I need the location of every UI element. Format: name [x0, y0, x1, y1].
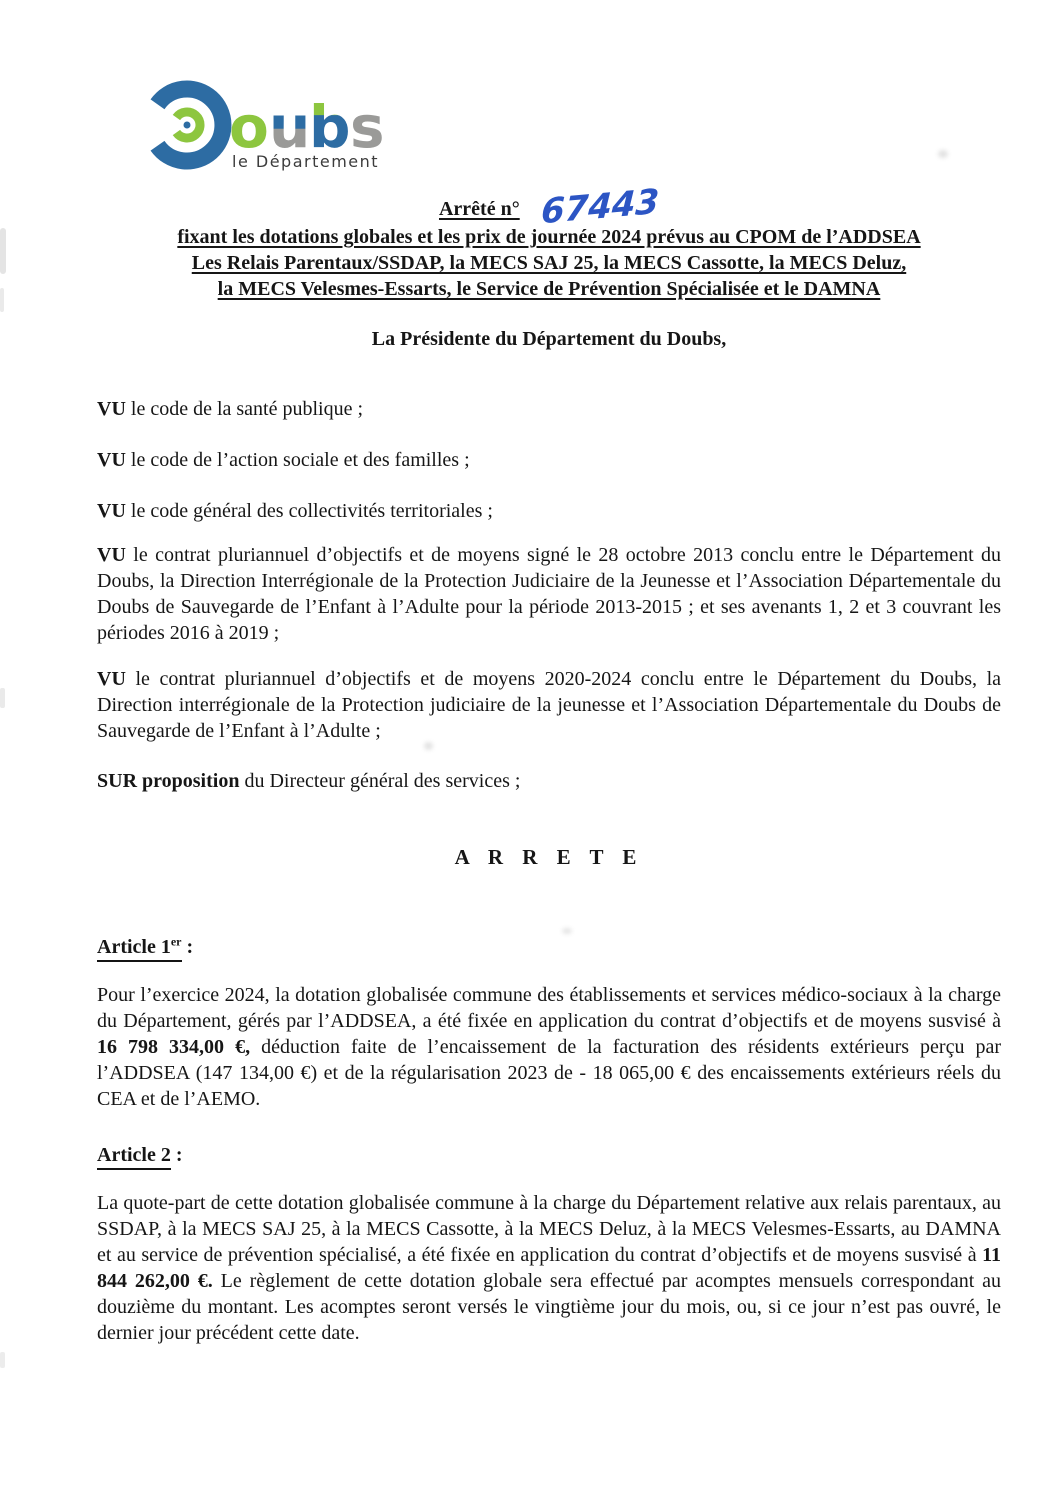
scan-artifact — [0, 288, 4, 312]
title-line-1: fixant les dotations globales et les prix de journée 2024 prévus au CPOM de l’ADDSEA — [177, 226, 921, 248]
doubs-logo-graphic — [137, 73, 395, 173]
salutation-line: La Présidente du Département du Doubs, — [371, 328, 727, 350]
article-1-amount: 16 798 334,00 €, — [97, 1036, 251, 1058]
arrete-number-line — [97, 181, 1001, 233]
logo-letter: o — [229, 93, 269, 161]
title-line-3: la MECS Velesmes-Essarts, le Service de Prévention Spécialisée et le DAMNA — [217, 278, 881, 300]
article-1-label — [97, 934, 182, 962]
arrete-label: Arrêté n° — [438, 198, 520, 220]
scan-artifact — [0, 228, 6, 274]
article-2-amount: 11 844 262,00 €. — [97, 1244, 1001, 1292]
article-2-text-post: Le règlement de cette dotation globale sera effectué par acomptes mensuels correspondant au douzième du montant. Les acomptes seront versés le vingtième jour du mois, ou, si ce jour n’est pas ouvré, le dernier jour précédent cette date. — [97, 1270, 1002, 1344]
article-1-text-post: déduction faite de l’encaissement de la facturation des résidents extérieurs perçu par l’ADDSEA (147 134,00 €) et de la régularisation 2023 de - 18 065,00 € des encaissements extérieurs réels du CEA et de l’AEMO. — [97, 1036, 1002, 1110]
doubs-department-logo — [137, 73, 395, 173]
article-2-body — [97, 1190, 1001, 1346]
recital-vu-5 — [97, 666, 1001, 744]
recital-text: le code de la santé publique ; — [130, 398, 364, 420]
document-title — [97, 224, 1001, 302]
scan-artifact — [0, 688, 5, 708]
logo-d-center-dot-icon — [184, 122, 191, 129]
article-2-label — [97, 1145, 171, 1170]
article-1-text-pre: Pour l’exercice 2024, la dotation globalisée commune des établissements et services médico-sociaux à la charge du Département, gérés par l’ADDSEA, a été fixée en application du contrat d’objectifs et de moyens susvisé à — [97, 984, 1001, 1032]
logo-letter: u — [269, 93, 311, 161]
recital-lead: SUR proposition — [97, 770, 240, 792]
recital-lead: VU — [97, 398, 126, 420]
recital-text: du Directeur général des services ; — [244, 770, 521, 792]
article-1-body — [97, 982, 1001, 1112]
article-1-label-text: Article 1 — [97, 936, 171, 958]
recital-vu-2 — [97, 447, 1001, 473]
logo-subtitle: le Département — [232, 152, 380, 171]
recital-text: le contrat pluriannuel d’objectifs et de moyens signé le 28 octobre 2013 conclu entre le Département du Doubs, la Direction Interrégionale de la Protection Judiciaire de la Jeunesse et l’Association Départementale du Doubs de Sauvegarde de l’Enfant à l’Adulte pour la période 2013-2015 ; et ses avenants 1, 2 et 3 couvrant les périodes 2016 à 2019 ; — [97, 544, 1002, 644]
article-2-text-pre: La quote-part de cette dotation globalisée commune à la charge du Département relative aux relais parentaux, au SSDAP, à la MECS SAJ 25, à la MECS Cassotte, à la MECS Deluz, à la MECS Velesmes-Essarts, au DAMNA et au service de prévention spécialisé, a été fixée en application du contrat d’objectifs et de moyens susvisé à — [97, 1192, 1001, 1266]
recital-lead: VU — [97, 668, 126, 690]
logo-letter: b — [309, 93, 351, 161]
article-2-colon: : — [175, 1144, 183, 1166]
recital-text: le code de l’action sociale et des familles ; — [130, 449, 470, 471]
recital-text: le contrat pluriannuel d’objectifs et de moyens 2020-2024 conclu entre le Département du Doubs, la Direction interrégionale de la Protection judiciaire de la jeunesse et l’Association Départementale du Doubs de Sauvegarde de l’Enfant à l’Adulte ; — [97, 668, 1002, 742]
article-1-colon: : — [186, 936, 194, 958]
recital-vu-1 — [97, 396, 1001, 422]
recital-lead: VU — [97, 500, 126, 522]
article-1-label-superscript: er — [170, 934, 182, 949]
article-1-heading — [97, 934, 1001, 962]
article-2-heading — [97, 1142, 1001, 1170]
recital-vu-3 — [97, 498, 1001, 524]
scan-artifact — [938, 150, 948, 158]
recital-sur-proposition — [97, 768, 1001, 794]
arrete-heading: A R R E T E — [454, 845, 644, 869]
recital-vu-4 — [97, 542, 1001, 646]
recital-lead: VU — [97, 544, 126, 566]
logo-letter: s — [350, 93, 385, 161]
scan-artifact — [0, 1352, 5, 1368]
recital-text: le code général des collectivités territoriales ; — [130, 500, 493, 522]
article-2-label-text: Article 2 — [97, 1144, 171, 1166]
title-line-2: Les Relais Parentaux/SSDAP, la MECS SAJ 25, la MECS Cassotte, la MECS Deluz, — [191, 252, 907, 274]
handwritten-arrete-number: 67443 — [539, 181, 660, 233]
recital-lead: VU — [97, 449, 126, 471]
